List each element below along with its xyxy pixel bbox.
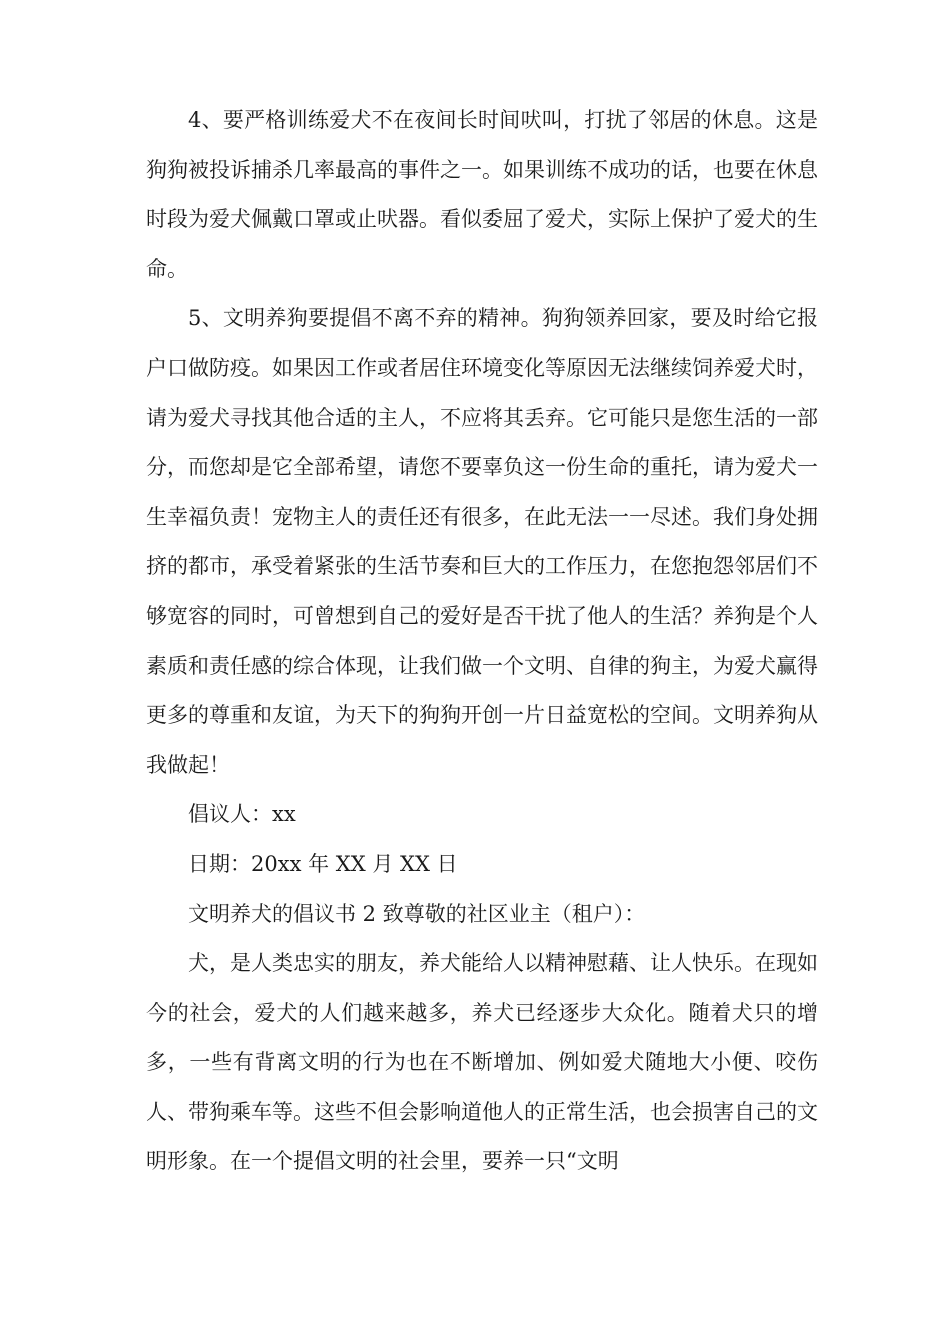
paragraph-dogs-friends: 犬，是人类忠实的朋友，养犬能给人以精神慰藉、让人快乐。在现如今的社会，爱犬的人们越来越多，养犬已经逐步大众化。随着犬只的增多，一些有背离文明的行为也在不断增加、例如爱犬随地大小便、咬伤人、带狗乘车等。这些不但会影响道他人的正常生活，也会损害自己的文明形象。在一个提倡文明的社会里，要养一只“文明 — [146, 951, 818, 1174]
initiator-line: 倡议人：xx — [188, 802, 296, 827]
second-proposal-heading: 文明养犬的倡议书 2 致尊敬的社区业主（租户）： — [188, 901, 646, 926]
date-line: 日期：20xx 年 XX 月 XX 日 — [188, 851, 458, 876]
paragraph-rule-4: 4、要严格训练爱犬不在夜间长时间吠叫，打扰了邻居的休息。这是狗狗被投诉捕杀几率最高的事件之一。如果训练不成功的话，也要在休息时段为爱犬佩戴口罩或止吠器。看似委屈了爱犬，实际上保护了爱犬的生命。 — [146, 108, 818, 281]
paragraph-rule-5: 5、文明养狗要提倡不离不弃的精神。狗狗领养回家，要及时给它报户口做防疫。如果因工作或者居住环境变化等原因无法继续饲养爱犬时，请为爱犬寻找其他合适的主人，不应将其丢弃。它可能只是您生活的一部分，而您却是它全部希望，请您不要辜负这一份生命的重托，请为爱犬一生幸福负责！宠物主人的责任还有很多，在此无法一一尽述。我们身处拥挤的都市，承受着紧张的生活节奏和巨大的工作压力，在您抱怨邻居们不够宽容的同时，可曾想到自己的爱好是否干扰了他人的生活？养狗是个人素质和责任感的综合体现，让我们做一个文明、自律的狗主，为爱犬赢得更多的尊重和友谊，为天下的狗狗开创一片日益宽松的空间。文明养狗从我做起！ — [146, 306, 818, 777]
document-body — [146, 96, 818, 1187]
